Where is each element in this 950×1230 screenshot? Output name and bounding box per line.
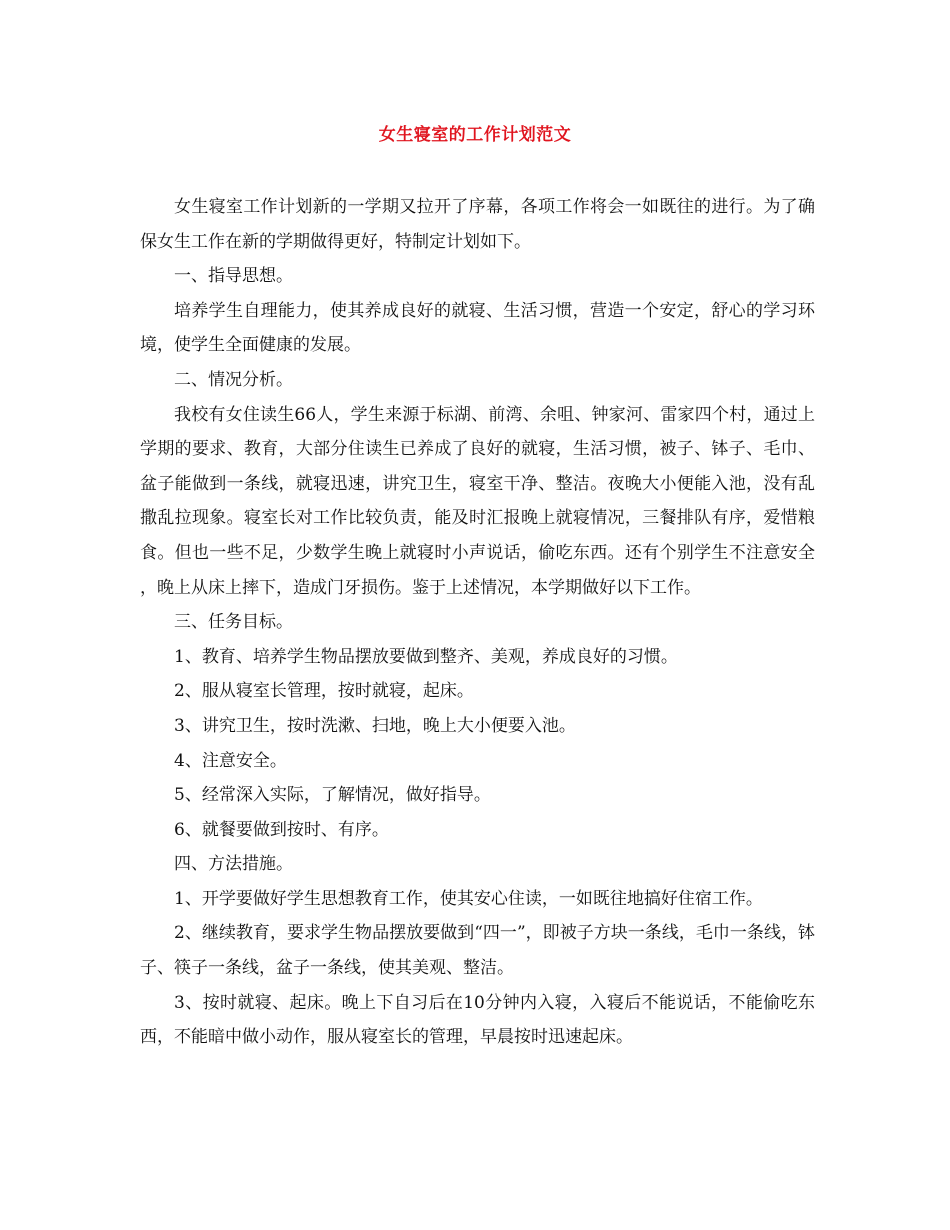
guiding-ideology-paragraph: 培养学生自理能力，使其养成良好的就寝、生活习惯，营造一个安定，舒心的学习环境，使学生全面健康的发展。: [140, 300, 815, 356]
method-item: 2、继续教育，要求学生物品摆放要做到“四一”，即被子方块一条线，毛巾一条线，钵子、筷子一条线，盆子一条线，使其美观、整洁。: [140, 923, 815, 979]
task-goal-item: 1、教育、培养学生物品摆放要做到整齐、美观，养成良好的习惯。: [174, 646, 678, 667]
task-goal-item: 6、就餐要做到按时、有序。: [174, 819, 389, 840]
task-goal-item: 4、注意安全。: [174, 750, 287, 771]
task-goal-item: 2、服从寝室长管理，按时就寝，起床。: [174, 681, 474, 702]
task-goal-item: 5、经常深入实际，了解情况，做好指导。: [174, 785, 491, 806]
document-title: 女生寝室的工作计划范文: [378, 125, 572, 145]
section-heading-situation-analysis: 二、情况分析。: [174, 369, 293, 390]
situation-analysis-paragraph: 我校有女住读生66人，学生来源于标湖、前湾、余咀、钟家河、雷家四个村，通过上学期的要求、教育，大部分住读生已养成了良好的就寝，生活习惯，被子、钵子、毛巾、盆子能做到一条线，就寝迅速，讲究卫生，寝室干净、整洁。夜晚大小便能入池，没有乱撒乱拉现象。寝室长对工作比较负责，能及时汇报晚上就寝情况，三餐排队有序，爱惜粮食。但也一些不足，少数学生晚上就寝时小声说话，偷吃东西。还有个别学生不注意安全，晚上从床上摔下，造成门牙损伤。鉴于上述情况，本学期做好以下工作。: [140, 404, 815, 598]
method-item: 1、开学要做好学生思想教育工作，使其安心住读，一如既往地搞好住宿工作。: [174, 888, 763, 909]
section-heading-task-goals: 三、任务目标。: [174, 612, 293, 633]
document-body: [140, 190, 815, 1055]
section-heading-methods: 四、方法措施。: [174, 854, 293, 875]
task-goal-item: 3、讲究卫生，按时洗漱、扫地，晚上大小便要入池。: [174, 715, 576, 736]
intro-paragraph: 女生寝室工作计划新的一学期又拉开了序幕，各项工作将会一如既往的进行。为了确保女生工作在新的学期做得更好，特制定计划如下。: [140, 197, 815, 252]
section-heading-guiding-ideology: 一、指导思想。: [174, 266, 293, 287]
method-item: 3、按时就寝、起床。晚上下自习后在10分钟内入寝，入寝后不能说话，不能偷吃东西，不能暗中做小动作，服从寝室长的管理，早晨按时迅速起床。: [140, 992, 815, 1048]
